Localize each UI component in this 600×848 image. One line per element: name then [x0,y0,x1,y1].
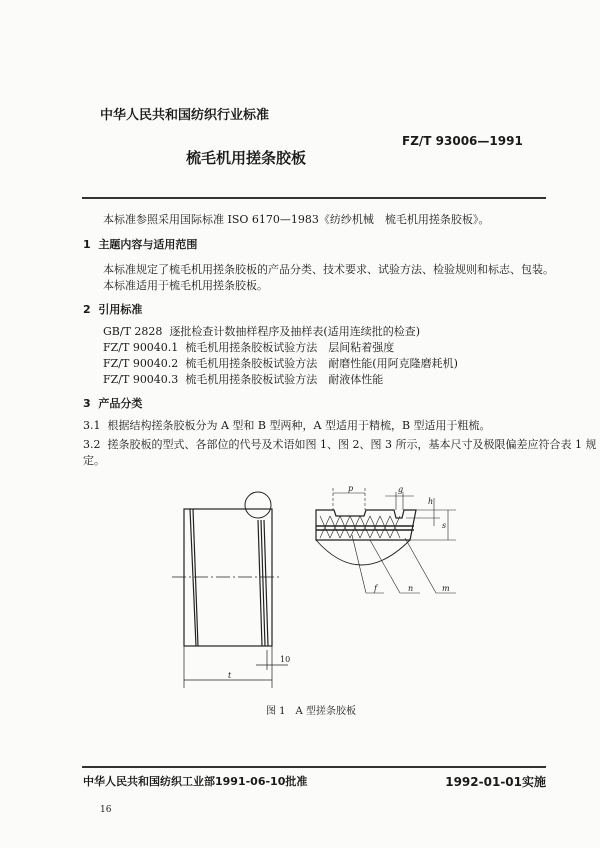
label-n: n [408,584,414,593]
approval-text: 中华人民共和国纺织工业部1991-06-10批准 [83,775,308,788]
section-3-heading: 3 产品分类 [83,397,143,410]
section-1-heading: 1 主题内容与适用范围 [83,238,198,251]
dim-p-label: p [348,484,354,493]
header-rule [82,197,546,199]
reference-item: FZ/T 90040.2 梳毛机用搓条胶板试验方法 耐磨性能(用阿克隆磨耗机) [103,357,458,370]
reference-item: GB/T 2828 逐批检查计数抽样程序及抽样表(适用连续批的检查) [103,325,420,338]
section-1-para: 本标准规定了梳毛机用搓条胶板的产品分类、技术要求、试验方法、检验规则和标志、包装。 [103,263,554,276]
clause-3-2: 3.2 搓条胶板的型式、各部位的代号及术语如图 1、图 2、图 3 所示，基本尺寸及极限偏差应符合表 1 规 [83,438,597,451]
standard-code: FZ/T 93006—1991 [402,134,523,148]
intro-text: 本标准参照采用国际标准 ISO 6170—1983《纺纱机械 梳毛机用搓条胶板》。 [103,213,490,226]
dim-10-label: 10 [280,655,291,664]
dim-g-label: g [398,485,404,494]
reference-item: FZ/T 90040.3 梳毛机用搓条胶板试验方法 耐液体性能 [103,373,384,386]
dim-h-label: h [428,497,434,506]
issuing-org: 中华人民共和国纺织行业标准 [100,108,270,123]
clause-3-2-cont: 定。 [83,454,105,467]
page-number: 16 [100,805,112,815]
reference-item: FZ/T 90040.1 梳毛机用搓条胶板试验方法 层间粘着强度 [103,341,395,354]
effective-date: 1992-01-01实施 [445,775,546,789]
footer-rule [82,766,546,768]
label-m: m [442,584,450,593]
figure-1-drawing [170,460,490,700]
label-f: f [374,584,377,593]
dim-t-label: t [228,671,232,680]
dim-s-label: s [442,521,447,530]
clause-3-1: 3.1 根据结构搓条胶板分为 A 型和 B 型两种，A 型适用于精梳，B 型适用于粗梳。 [83,419,491,432]
figure-caption: 图 1 A 型搓条胶板 [266,706,356,717]
section-1-para: 本标准适用于梳毛机用搓条胶板。 [103,279,268,292]
document-title: 梳毛机用搓条胶板 [186,149,307,167]
section-2-heading: 2 引用标准 [83,303,143,316]
detail-circle [245,492,271,518]
